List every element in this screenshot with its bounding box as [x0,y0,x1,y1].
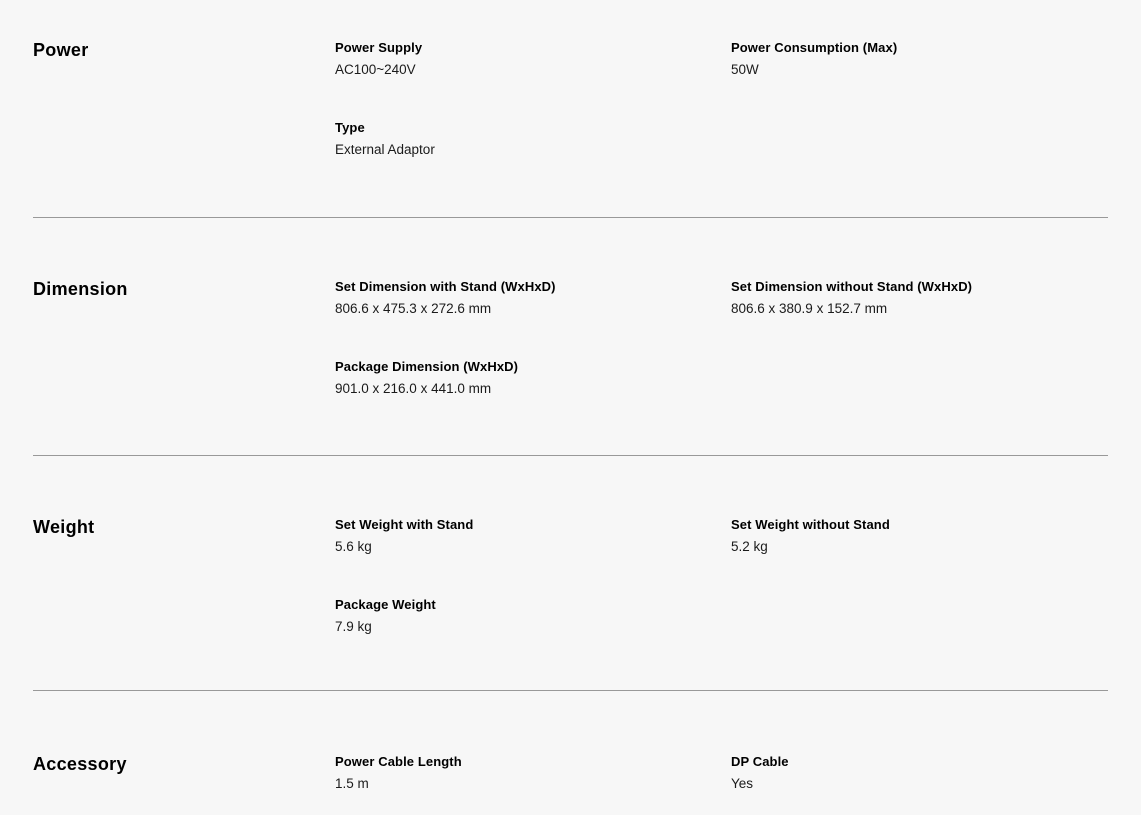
spec-value: 5.2 kg [731,539,768,554]
spec-grid-dimension [335,279,1108,455]
spec-item-power-type [335,120,731,158]
spec-item-power-supply [335,40,731,78]
spec-grid-weight [335,517,1108,690]
spec-label: Power Supply [335,40,423,55]
spec-value: 7.9 kg [335,619,372,634]
spec-item-set-dimension-without-stand [731,279,1108,317]
section-title-dimension: Dimension [33,279,128,299]
section-dimension [0,218,1141,455]
section-title-weight: Weight [33,517,95,537]
spec-item-power-consumption-max [731,40,1108,78]
spec-grid-accessory [335,754,1108,815]
section-weight [0,456,1141,690]
spec-item-set-weight-with-stand [335,517,731,555]
spec-value: Yes [731,776,754,791]
spec-label: Set Weight with Stand [335,517,474,532]
section-power [0,0,1141,217]
spec-value: 806.6 x 380.9 x 152.7 mm [731,301,888,316]
spec-label: DP Cable [731,754,789,769]
spec-label: Set Weight without Stand [731,517,890,532]
spec-label: Set Dimension without Stand (WxHxD) [731,279,973,294]
spec-value: 5.6 kg [335,539,372,554]
spec-label: Type [335,120,365,135]
section-title-power: Power [33,40,89,60]
spec-item-dp-cable [731,754,1108,792]
spec-label: Set Dimension with Stand (WxHxD) [335,279,556,294]
section-accessory [0,691,1141,815]
spec-label: Power Consumption (Max) [731,40,898,55]
spec-label: Package Dimension (WxHxD) [335,359,519,374]
spec-label: Power Cable Length [335,754,462,769]
spec-value: 806.6 x 475.3 x 272.6 mm [335,301,492,316]
spec-label: Package Weight [335,597,436,612]
spec-value: AC100~240V [335,62,416,77]
spec-item-set-weight-without-stand [731,517,1108,555]
spec-value: External Adaptor [335,142,435,157]
spec-item-package-dimension [335,359,731,397]
spec-value: 1.5 m [335,776,369,791]
spec-value: 901.0 x 216.0 x 441.0 mm [335,381,492,396]
spec-grid-power [335,40,1108,217]
spec-item-package-weight [335,597,731,635]
spec-item-power-cable-length [335,754,731,792]
spec-value: 50W [731,62,759,77]
section-title-accessory: Accessory [33,754,127,774]
spec-item-set-dimension-with-stand [335,279,731,317]
